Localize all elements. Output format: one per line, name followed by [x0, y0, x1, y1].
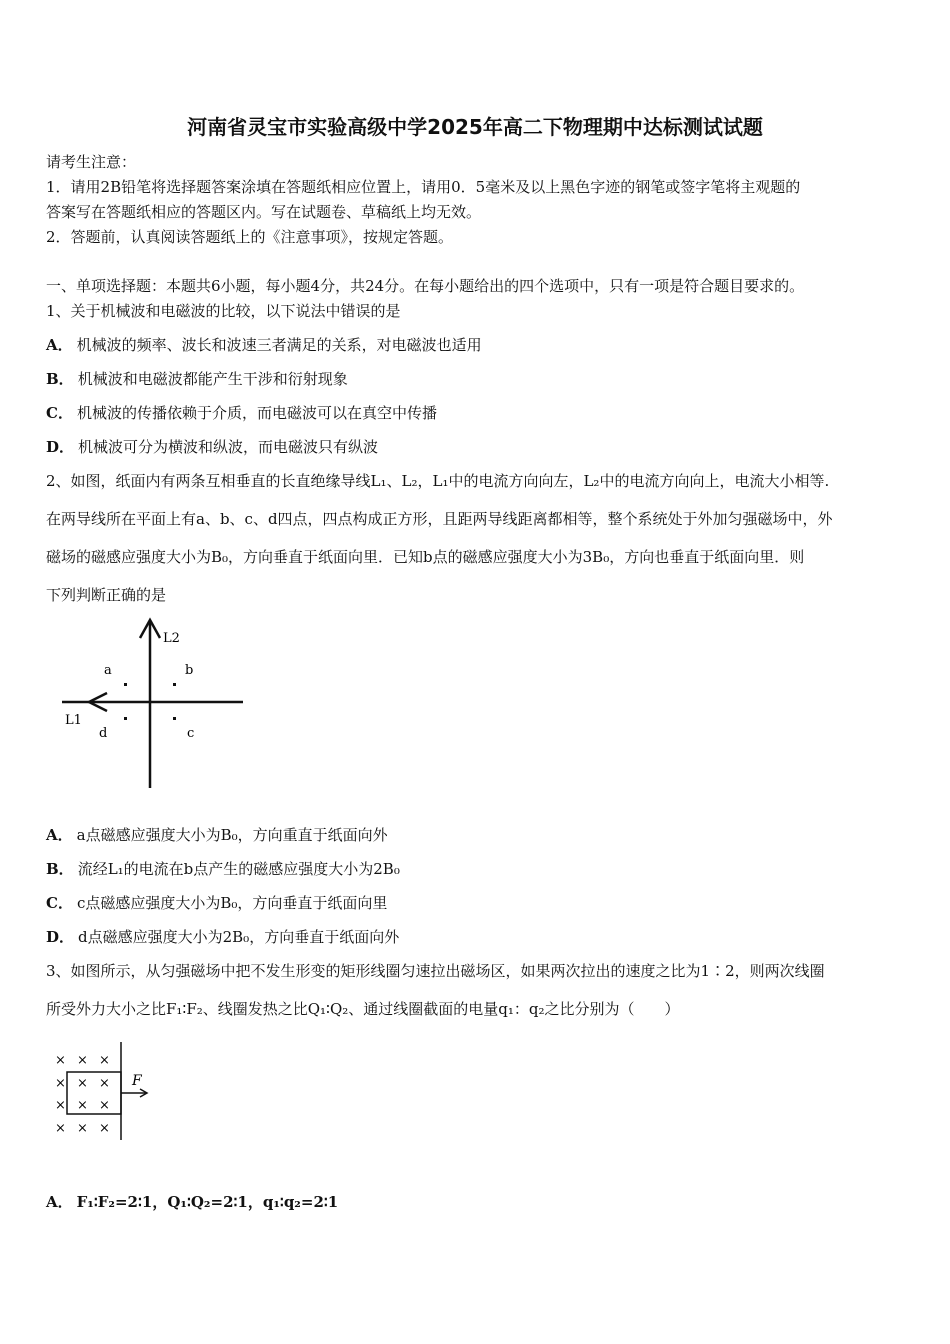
question-1-option-c	[46, 403, 437, 423]
notice-item-2: 2．答题前，认真阅读答题纸上的《注意事项》，按规定答题。	[46, 228, 454, 246]
question-2-option-c	[46, 893, 387, 913]
field-cross-icon: ×	[99, 1098, 110, 1113]
field-cross-icon: ×	[55, 1098, 66, 1113]
section-heading: 一、单项选择题：本题共6小题，每小题4分，共24分。在每小题给出的四个选项中，只有一项是符合题目要求的。	[46, 277, 805, 295]
option-letter: B．	[46, 860, 74, 878]
question-1-option-a	[46, 335, 482, 355]
field-cross-icon: ×	[99, 1076, 110, 1091]
question-2-option-a	[46, 825, 388, 845]
option-text: 机械波可分为横波和纵波，而电磁波只有纵波	[78, 438, 379, 456]
field-cross-icon: ×	[77, 1121, 88, 1136]
point-d	[124, 717, 127, 720]
question-2-option-b	[46, 859, 400, 879]
label-b: b	[185, 663, 194, 678]
label-d: d	[99, 726, 108, 741]
question-3-option-a	[46, 1192, 338, 1212]
field-cross-icon: ×	[99, 1053, 110, 1068]
question-2-option-d	[46, 927, 399, 947]
page-title: 河南省灵宝市实验高级中学2025年高二下物理期中达标测试试题	[187, 115, 763, 139]
option-text: 机械波和电磁波都能产生干涉和衍射现象	[77, 370, 348, 388]
point-a	[124, 683, 127, 686]
question-2-stem-line-2: 在两导线所在平面上有a、b、c、d四点，四点构成正方形，且距两导线距离都相等，整个系统处于外加匀强磁场中，外	[46, 510, 833, 528]
field-cross-icon: ×	[77, 1053, 88, 1068]
point-b	[173, 683, 176, 686]
question-3-figure	[48, 1040, 168, 1145]
notice-heading: 请考生注意：	[46, 153, 137, 171]
force-label: F	[132, 1073, 142, 1089]
field-cross-icon: ×	[55, 1076, 66, 1091]
option-text: 流经L₁的电流在b点产生的磁感应强度大小为2B₀	[77, 860, 400, 878]
option-letter: A．	[46, 1193, 73, 1211]
question-2-stem-line-4: 下列判断正确的是	[46, 586, 167, 604]
notice-item-1-line-2: 答案写在答题纸相应的答题区内。写在试题卷、草稿纸上均无效。	[46, 203, 482, 221]
option-text: F₁∶F₂=2∶1，Q₁∶Q₂=2∶1，q₁∶q₂=2∶1	[76, 1193, 339, 1211]
option-letter: A．	[46, 336, 73, 354]
point-c	[173, 717, 176, 720]
option-letter: B．	[46, 370, 74, 388]
field-cross-icon: ×	[55, 1121, 66, 1136]
question-1-stem: 1、关于机械波和电磁波的比较，以下说法中错误的是	[46, 302, 401, 320]
question-3-stem-line-2: 所受外力大小之比F₁∶F₂、线圈发热之比Q₁∶Q₂、通过线圈截面的电量q₁：q₂之比分别为（ ）	[46, 1000, 680, 1018]
field-cross-icon: ×	[99, 1121, 110, 1136]
wire-diagram	[55, 612, 255, 792]
question-2-stem-line-3: 磁场的磁感应强度大小为B₀，方向垂直于纸面向里．已知b点的磁感应强度大小为3B₀，方向也垂直于纸面向里．则	[46, 548, 805, 566]
question-3-stem-line-1: 3、如图所示，从匀强磁场中把不发生形变的矩形线圈匀速拉出磁场区，如果两次拉出的速度之比为1∶2，则两次线圈	[46, 962, 825, 980]
option-text: d点磁感应强度大小为2B₀，方向垂直于纸面向外	[78, 928, 400, 946]
option-letter: D．	[46, 928, 75, 946]
notice-item-1-line-1: 1．请用2B铅笔将选择题答案涂填在答题纸相应位置上，请用0．5毫米及以上黑色字迹的钢笔或签字笔将主观题的	[46, 178, 801, 196]
option-text: a点磁感应强度大小为B₀，方向重直于纸面向外	[76, 826, 388, 844]
option-letter: C．	[46, 404, 73, 422]
label-c: c	[187, 726, 195, 741]
label-a: a	[104, 663, 112, 678]
question-2-stem-line-1: 2、如图，纸面内有两条互相垂直的长直绝缘导线L₁、L₂，L₁中的电流方向向左，L₂中的电流方向向上，电流大小相等.	[46, 472, 830, 490]
coil-diagram	[48, 1040, 168, 1145]
rectangular-coil	[67, 1072, 121, 1114]
label-l2: L2	[163, 631, 180, 646]
label-l1: L1	[65, 713, 82, 728]
field-cross-icon: ×	[55, 1053, 66, 1068]
field-cross-icon: ×	[77, 1076, 88, 1091]
option-letter: D．	[46, 438, 75, 456]
option-letter: C．	[46, 894, 73, 912]
option-text: 机械波的频率、波长和波速三者满足的关系，对电磁波也适用	[76, 336, 482, 354]
question-1-option-d	[46, 437, 378, 457]
option-text: 机械波的传播依赖于介质，而电磁波可以在真空中传播	[76, 404, 437, 422]
question-1-option-b	[46, 369, 348, 389]
option-letter: A．	[46, 826, 73, 844]
question-2-figure	[55, 612, 255, 792]
option-text: c点磁感应强度大小为B₀，方向垂直于纸面向里	[76, 894, 388, 912]
field-cross-icon: ×	[77, 1098, 88, 1113]
